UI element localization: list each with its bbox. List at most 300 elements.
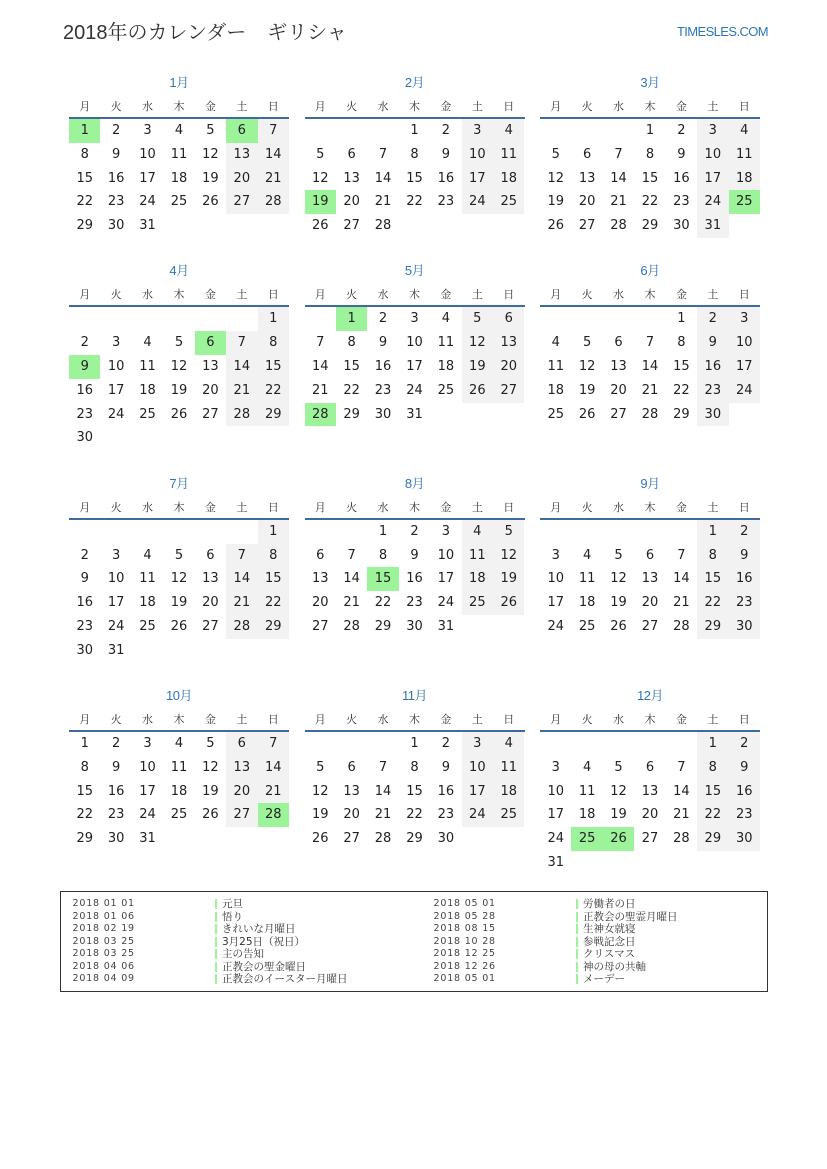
day-cell: 2 xyxy=(410,523,419,539)
holiday-entry xyxy=(434,948,678,961)
empty-day-cell xyxy=(462,827,493,851)
day-cell: 25 xyxy=(493,803,524,827)
empty-day-cell xyxy=(336,119,367,143)
day-cell: 28 xyxy=(226,615,257,639)
month-name: 7月 xyxy=(169,475,189,491)
day-cell: 20 xyxy=(610,382,627,398)
day-cell: 7 xyxy=(677,547,686,563)
day-cell: 14 xyxy=(258,143,289,167)
weekday-header-row xyxy=(69,710,289,730)
day-cell: 18 xyxy=(578,807,596,823)
holiday-entry xyxy=(434,961,678,974)
weekday-header: 月 xyxy=(550,288,562,302)
empty-day-cell xyxy=(163,639,194,663)
day-cell: 3 xyxy=(551,759,560,775)
day-cell: 30 xyxy=(107,218,125,234)
day-cell: 16 xyxy=(729,780,760,804)
empty-day-cell xyxy=(540,119,571,143)
holiday-name: 正教会の聖金曜日 xyxy=(222,960,306,973)
holiday-day-cell: 15 xyxy=(367,567,398,591)
day-cell: 29 xyxy=(374,618,392,634)
day-cell: 29 xyxy=(76,831,93,847)
day-cell: 23 xyxy=(76,618,93,634)
holiday-date: 2018 04 06 xyxy=(72,960,135,972)
day-cell: 10 xyxy=(107,571,125,587)
day-cell: 21 xyxy=(311,382,329,398)
empty-day-cell xyxy=(666,851,697,875)
weekday-header: 日 xyxy=(738,500,750,514)
day-cell: 11 xyxy=(437,335,455,351)
day-cell: 17 xyxy=(729,355,760,379)
month-10-block xyxy=(69,686,289,875)
day-cell: 6 xyxy=(645,759,655,775)
weekday-header: 火 xyxy=(110,288,122,302)
day-cell: 10 xyxy=(697,143,728,167)
holiday-marker xyxy=(576,924,579,934)
day-cell: 23 xyxy=(673,194,690,210)
weekday-header: 金 xyxy=(204,500,216,514)
day-cell: 11 xyxy=(170,759,188,775)
week-row xyxy=(540,379,760,403)
day-cell: 11 xyxy=(547,359,564,375)
week-row xyxy=(305,355,525,379)
empty-day-cell xyxy=(571,307,602,331)
day-cell: 28 xyxy=(343,618,360,634)
empty-day-cell xyxy=(634,851,665,875)
day-cell: 24 xyxy=(547,831,564,847)
week-row xyxy=(69,803,289,827)
day-cell: 15 xyxy=(673,359,690,375)
day-cell: 20 xyxy=(226,167,257,191)
day-cell: 27 xyxy=(226,190,257,214)
month-name: 11月 xyxy=(402,688,427,704)
day-cell: 7 xyxy=(258,119,289,143)
day-cell: 11 xyxy=(493,756,524,780)
day-cell: 7 xyxy=(316,335,325,351)
day-cell: 14 xyxy=(226,567,257,591)
day-cell: 19 xyxy=(202,170,219,186)
week-row xyxy=(305,119,525,143)
day-cell: 25 xyxy=(437,382,455,398)
day-cell: 29 xyxy=(673,406,690,422)
day-cell: 11 xyxy=(578,571,596,587)
day-cell: 8 xyxy=(697,544,728,568)
day-cell: 4 xyxy=(729,119,760,143)
holiday-day-cell: 25 xyxy=(571,827,602,851)
week-row xyxy=(540,331,760,355)
week-row xyxy=(540,756,760,780)
day-cell: 20 xyxy=(493,355,524,379)
empty-day-cell xyxy=(132,520,163,544)
day-cell: 25 xyxy=(493,190,524,214)
day-cell: 30 xyxy=(107,831,125,847)
day-cell: 25 xyxy=(462,591,493,615)
holiday-name: 主の告知 xyxy=(222,948,264,960)
day-cell: 1 xyxy=(697,732,728,756)
weekday-header: 水 xyxy=(142,288,154,302)
day-cell: 30 xyxy=(76,642,93,658)
weekday-header: 火 xyxy=(110,713,122,727)
day-cell: 18 xyxy=(493,167,524,191)
weekday-header-row xyxy=(540,498,760,518)
weekday-header: 水 xyxy=(377,288,389,302)
weekday-header: 日 xyxy=(738,100,750,113)
day-cell: 14 xyxy=(374,783,392,799)
empty-day-cell xyxy=(305,119,336,143)
empty-day-cell xyxy=(226,639,257,663)
day-cell: 4 xyxy=(582,547,592,563)
day-cell: 19 xyxy=(493,567,524,591)
day-cell: 3 xyxy=(111,335,121,351)
weekday-header: 火 xyxy=(110,100,122,113)
empty-day-cell xyxy=(195,214,226,238)
weekday-header: 火 xyxy=(346,500,358,514)
day-cell: 29 xyxy=(343,406,360,422)
day-cell: 28 xyxy=(258,190,289,214)
empty-day-cell xyxy=(462,615,493,639)
day-cell: 7 xyxy=(347,547,356,563)
weekday-header-row xyxy=(305,285,525,305)
day-cell: 19 xyxy=(578,382,596,398)
weekday-header: 金 xyxy=(204,713,216,727)
holiday-entry xyxy=(73,973,348,986)
day-cell: 31 xyxy=(139,218,156,234)
day-cell: 18 xyxy=(139,595,156,611)
weekday-header: 土 xyxy=(471,288,483,302)
holiday-date: 2018 01 06 xyxy=(72,910,135,922)
day-cell: 22 xyxy=(697,591,728,615)
holiday-day-cell: 1 xyxy=(336,307,367,331)
month-8-block xyxy=(305,474,525,663)
day-cell: 21 xyxy=(374,807,392,823)
day-cell: 30 xyxy=(374,406,392,422)
day-cell: 15 xyxy=(641,170,659,186)
day-cell: 30 xyxy=(697,403,728,427)
day-cell: 11 xyxy=(139,571,156,587)
month-name: 4月 xyxy=(169,263,189,279)
day-cell: 16 xyxy=(406,571,423,587)
day-cell: 12 xyxy=(170,359,188,375)
empty-day-cell xyxy=(430,403,461,427)
day-cell: 5 xyxy=(614,759,623,775)
weekday-header: 木 xyxy=(644,713,656,727)
day-cell: 6 xyxy=(206,547,215,563)
weekday-header: 金 xyxy=(204,100,216,113)
day-cell: 6 xyxy=(493,307,524,331)
day-cell: 21 xyxy=(673,595,690,611)
holiday-name: メーデー xyxy=(583,973,625,985)
weekday-header-row xyxy=(540,97,760,117)
empty-day-cell xyxy=(666,520,697,544)
empty-day-cell xyxy=(603,732,634,756)
day-cell: 3 xyxy=(729,307,760,331)
week-row xyxy=(69,355,289,379)
day-cell: 8 xyxy=(80,146,89,162)
week-row xyxy=(69,591,289,615)
week-row xyxy=(305,331,525,355)
day-cell: 9 xyxy=(729,756,760,780)
weekday-header-row xyxy=(69,97,289,117)
weekday-header: 火 xyxy=(110,500,122,514)
weekday-header: 土 xyxy=(707,100,719,113)
day-cell: 24 xyxy=(406,382,423,398)
day-cell: 27 xyxy=(202,406,219,422)
weekday-header: 木 xyxy=(173,288,185,302)
day-cell: 24 xyxy=(729,379,760,403)
weekday-header: 木 xyxy=(408,100,420,113)
day-cell: 2 xyxy=(729,732,760,756)
weekday-header: 土 xyxy=(236,100,248,113)
empty-day-cell xyxy=(540,307,571,331)
weekday-header: 水 xyxy=(142,713,154,727)
holiday-marker xyxy=(215,899,218,909)
week-row xyxy=(305,544,525,568)
day-cell: 1 xyxy=(697,520,728,544)
weekday-header: 金 xyxy=(440,288,452,302)
day-cell: 8 xyxy=(258,544,289,568)
weekday-header: 木 xyxy=(644,288,656,302)
weekday-header-row xyxy=(305,710,525,730)
day-cell: 6 xyxy=(582,146,592,162)
empty-day-cell xyxy=(195,520,226,544)
week-row xyxy=(540,355,760,379)
day-cell: 5 xyxy=(493,520,524,544)
day-cell: 29 xyxy=(641,218,659,234)
weekday-header: 土 xyxy=(707,713,719,727)
week-row xyxy=(540,167,760,191)
day-cell: 9 xyxy=(697,331,728,355)
day-cell: 31 xyxy=(547,855,564,871)
week-row xyxy=(305,143,525,167)
empty-day-cell xyxy=(258,214,289,238)
weekday-header: 水 xyxy=(613,500,625,514)
day-cell: 15 xyxy=(258,355,289,379)
weekday-header: 月 xyxy=(314,500,326,514)
day-cell: 5 xyxy=(316,759,325,775)
day-cell: 10 xyxy=(437,547,455,563)
day-cell: 12 xyxy=(610,571,627,587)
day-cell: 30 xyxy=(437,831,455,847)
day-cell: 17 xyxy=(462,167,493,191)
empty-day-cell xyxy=(163,214,194,238)
holiday-day-cell: 28 xyxy=(305,403,336,427)
weekday-header: 火 xyxy=(581,500,593,514)
weekday-header: 土 xyxy=(707,500,719,514)
holiday-entry xyxy=(73,948,348,961)
day-cell: 5 xyxy=(206,123,215,138)
day-cell: 9 xyxy=(111,146,121,162)
week-row xyxy=(305,615,525,639)
week-row xyxy=(305,732,525,756)
day-cell: 14 xyxy=(673,571,690,587)
weekday-header: 水 xyxy=(377,713,389,727)
day-cell: 16 xyxy=(437,170,455,186)
day-cell: 18 xyxy=(170,170,188,186)
day-cell: 12 xyxy=(202,146,219,162)
weekday-header: 土 xyxy=(236,713,248,727)
week-row xyxy=(305,591,525,615)
holiday-name: 正教会の聖霊月曜日 xyxy=(583,910,678,923)
weekday-header: 木 xyxy=(408,288,420,302)
day-cell: 5 xyxy=(551,146,560,162)
empty-day-cell xyxy=(336,732,367,756)
month-name: 12月 xyxy=(637,688,663,704)
day-cell: 3 xyxy=(410,311,419,327)
day-cell: 3 xyxy=(462,732,493,756)
day-cell: 16 xyxy=(76,595,93,611)
day-cell: 27 xyxy=(493,379,524,403)
day-cell: 16 xyxy=(697,355,728,379)
day-cell: 20 xyxy=(226,780,257,804)
empty-day-cell xyxy=(163,520,194,544)
day-cell: 17 xyxy=(697,167,728,191)
day-cell: 8 xyxy=(677,335,686,351)
day-cell: 6 xyxy=(347,146,356,162)
empty-day-cell xyxy=(540,732,571,756)
empty-day-cell xyxy=(226,307,257,331)
empty-day-cell xyxy=(634,307,665,331)
day-cell: 2 xyxy=(378,311,388,327)
holiday-marker xyxy=(576,974,579,984)
day-cell: 4 xyxy=(143,547,152,563)
month-name: 5月 xyxy=(404,263,425,279)
day-cell: 4 xyxy=(441,311,451,327)
day-cell: 18 xyxy=(462,567,493,591)
weekday-header: 金 xyxy=(440,500,452,514)
weekday-header: 土 xyxy=(471,500,483,514)
day-cell: 20 xyxy=(641,807,659,823)
day-cell: 31 xyxy=(697,214,728,238)
day-cell: 17 xyxy=(139,783,156,799)
week-row xyxy=(540,827,760,851)
day-cell: 27 xyxy=(226,803,257,827)
day-cell: 10 xyxy=(139,759,156,775)
day-cell: 7 xyxy=(614,146,623,162)
day-cell: 28 xyxy=(610,218,627,234)
empty-day-cell xyxy=(132,307,163,331)
holiday-marker xyxy=(215,962,218,972)
day-cell: 1 xyxy=(258,520,289,544)
day-cell: 9 xyxy=(111,759,121,775)
day-cell: 15 xyxy=(406,170,423,186)
day-cell: 27 xyxy=(578,218,596,234)
day-cell: 20 xyxy=(202,595,219,611)
day-cell: 14 xyxy=(258,756,289,780)
day-cell: 31 xyxy=(437,618,455,634)
day-cell: 11 xyxy=(578,783,596,799)
month-row xyxy=(69,73,760,238)
day-cell: 30 xyxy=(673,218,690,234)
weekday-header: 水 xyxy=(377,500,389,514)
empty-day-cell xyxy=(195,827,226,851)
day-cell: 3 xyxy=(462,119,493,143)
empty-day-cell xyxy=(336,520,367,544)
day-cell: 24 xyxy=(697,190,728,214)
weekday-header: 火 xyxy=(581,288,593,302)
weekday-header: 土 xyxy=(707,288,719,302)
day-cell: 29 xyxy=(406,831,423,847)
holiday-date: 2018 08 15 xyxy=(433,923,496,934)
day-cell: 12 xyxy=(610,783,627,799)
day-cell: 17 xyxy=(547,807,564,823)
month-1-block xyxy=(69,73,289,238)
day-cell: 14 xyxy=(226,355,257,379)
week-row xyxy=(69,214,289,238)
holiday-day-cell: 28 xyxy=(258,803,289,827)
day-cell: 18 xyxy=(493,780,524,804)
day-cell: 6 xyxy=(226,732,257,756)
day-cell: 23 xyxy=(437,194,455,210)
day-cell: 17 xyxy=(437,571,455,587)
week-row xyxy=(540,803,760,827)
weekday-header: 日 xyxy=(738,713,750,727)
day-cell: 27 xyxy=(202,618,219,634)
month-name: 9月 xyxy=(640,475,660,491)
week-row xyxy=(305,567,525,591)
day-cell: 14 xyxy=(673,783,690,799)
weekday-header: 水 xyxy=(613,713,625,727)
week-row xyxy=(69,403,289,427)
day-cell: 13 xyxy=(578,170,596,186)
day-cell: 16 xyxy=(76,382,93,398)
day-cell: 14 xyxy=(343,571,360,587)
empty-day-cell xyxy=(571,119,602,143)
day-cell: 6 xyxy=(347,759,356,775)
weekday-header: 月 xyxy=(550,500,562,514)
empty-day-cell xyxy=(258,827,289,851)
holiday-date: 2018 05 28 xyxy=(433,910,496,922)
day-cell: 22 xyxy=(374,595,392,611)
day-cell: 8 xyxy=(410,759,419,775)
holiday-list-right-column xyxy=(434,898,678,986)
empty-day-cell xyxy=(540,520,571,544)
week-row xyxy=(69,379,289,403)
day-cell: 4 xyxy=(582,759,592,775)
holiday-marker xyxy=(576,949,579,959)
site-link[interactable]: TIMESLES.COM xyxy=(676,24,768,39)
day-cell: 26 xyxy=(311,831,329,847)
holiday-marker xyxy=(576,937,579,947)
holiday-entry xyxy=(434,898,678,911)
weekday-header: 木 xyxy=(173,100,185,113)
weekday-header: 木 xyxy=(173,500,185,514)
month-5-block xyxy=(305,261,525,450)
day-cell: 9 xyxy=(677,146,686,162)
day-cell: 19 xyxy=(311,807,329,823)
day-cell: 11 xyxy=(462,544,493,568)
day-cell: 15 xyxy=(258,567,289,591)
empty-day-cell xyxy=(729,851,760,875)
day-cell: 15 xyxy=(76,783,93,799)
day-cell: 7 xyxy=(378,146,388,162)
month-4-block xyxy=(69,261,289,450)
week-row xyxy=(305,520,525,544)
day-cell: 7 xyxy=(226,544,257,568)
day-cell: 30 xyxy=(76,430,93,446)
day-cell: 29 xyxy=(697,615,728,639)
day-cell: 8 xyxy=(258,331,289,355)
day-cell: 30 xyxy=(406,618,423,634)
month-name: 6月 xyxy=(640,263,660,279)
holiday-marker xyxy=(576,962,579,972)
weekday-header: 月 xyxy=(79,713,91,727)
week-row xyxy=(69,780,289,804)
day-cell: 8 xyxy=(80,759,89,775)
day-cell: 17 xyxy=(107,382,125,398)
day-cell: 14 xyxy=(311,359,329,375)
empty-day-cell xyxy=(697,851,728,875)
empty-day-cell xyxy=(258,639,289,663)
